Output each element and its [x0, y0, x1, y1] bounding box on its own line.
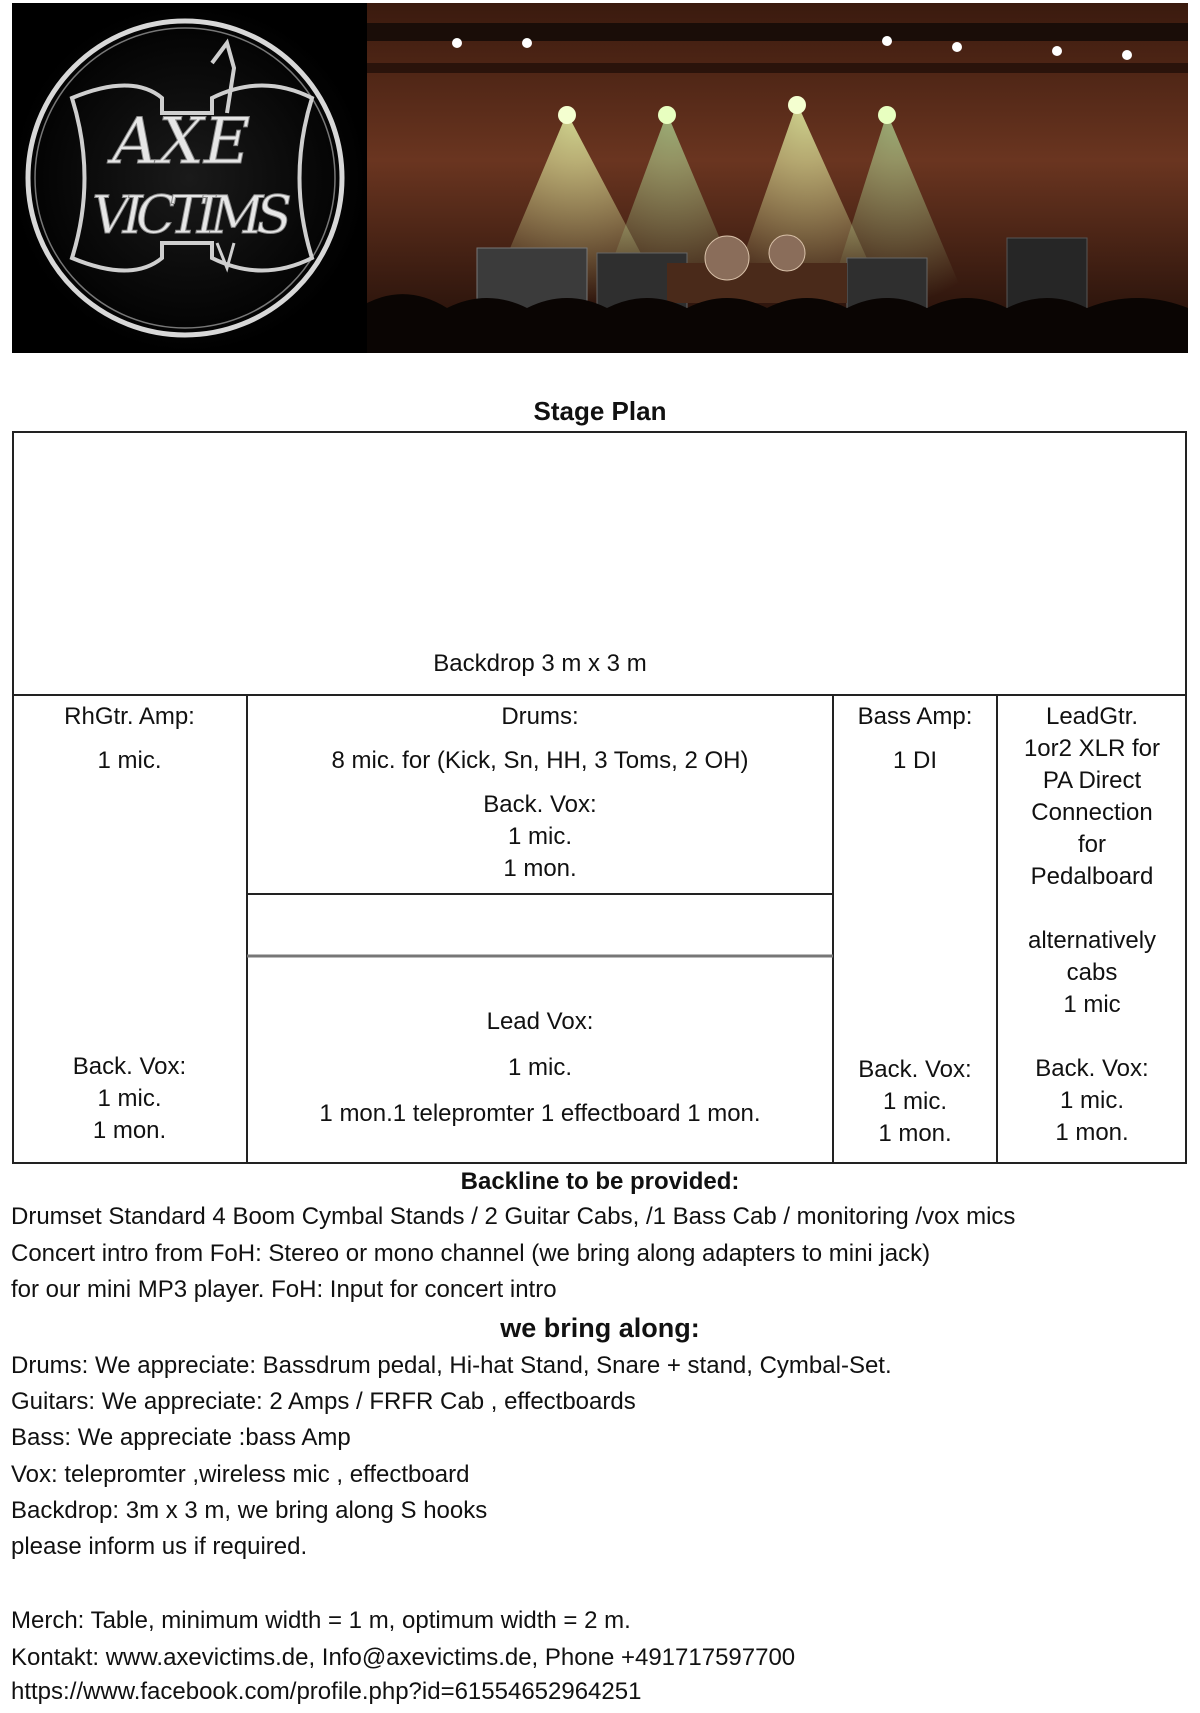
lead-vox-cell [247, 1006, 833, 1130]
bass-heading: Bass Amp: [857, 703, 973, 730]
bring-along-line: Vox: telepromter ,wireless mic , effectboard [11, 1461, 470, 1488]
band-logo [12, 3, 367, 353]
rhythm-guitar-backvox-cell [12, 1051, 247, 1147]
stage-plan-title: Stage Plan [533, 396, 667, 426]
header-banner [12, 3, 1188, 353]
drums-mics: 8 mic. for (Kick, Sn, HH, 3 Toms, 2 OH) [331, 747, 749, 774]
rhythm-guitar-cell [12, 701, 247, 777]
facebook-link[interactable]: https://www.facebook.com/profile.php?id=61554652964251 [11, 1678, 642, 1705]
backdrop-label: Backdrop 3 m x 3 m [433, 650, 647, 677]
merch-info: Merch: Table, minimum width = 1 m, optimum width = 2 m. [11, 1607, 631, 1634]
lead-guitar-line: LeadGtr. [1045, 703, 1139, 730]
backline-heading: Backline to be provided: [460, 1168, 740, 1195]
drums-backvox-mon: 1 mon. [503, 855, 577, 882]
backline-line: Drumset Standard 4 Boom Cymbal Stands / 2 Guitar Cabs, /1 Bass Cab / monitoring /vox mics [11, 1203, 1016, 1230]
rhythm-guitar-mic: 1 mic. [97, 747, 162, 774]
rhythm-guitar-backvox-heading: Back. Vox: [72, 1053, 187, 1080]
bass-cell [833, 701, 997, 777]
lead-vox-heading: Lead Vox: [486, 1008, 594, 1035]
backline-line: for our mini MP3 player. FoH: Input for concert intro [11, 1276, 557, 1303]
lead-vox-extras: 1 mon.1 telepromter 1 effectboard 1 mon. [319, 1100, 761, 1127]
lead-guitar-backvox-heading: Back. Vox: [1035, 1055, 1149, 1082]
bass-di: 1 DI [892, 747, 937, 774]
lead-guitar-cell [997, 701, 1187, 1021]
lead-guitar-backvox-cell [997, 1053, 1187, 1149]
lead-guitar-alt-line: cabs [1066, 959, 1118, 986]
stage-plan-table [12, 431, 1187, 1164]
bass-backvox-mic: 1 mic. [882, 1088, 947, 1115]
bass-backvox-heading: Back. Vox: [858, 1056, 972, 1083]
bass-backvox-mon: 1 mon. [878, 1120, 952, 1147]
lead-guitar-line: for [1077, 831, 1106, 858]
bring-along-line: Backdrop: 3m x 3 m, we bring along S hooks [11, 1497, 488, 1524]
drums-backvox-mic: 1 mic. [507, 823, 572, 850]
rhythm-guitar-backvox-mon: 1 mon. [92, 1117, 167, 1144]
stage-photo-image [367, 3, 1188, 353]
lead-guitar-backvox-mic: 1 mic. [1059, 1087, 1124, 1114]
drums-cell [247, 701, 833, 885]
rhythm-guitar-heading: RhGtr. Amp: [64, 703, 195, 730]
logo-text-top: AXE [112, 105, 251, 179]
lead-guitar-alt-line: 1 mic [1063, 991, 1121, 1018]
lead-guitar-backvox-mon: 1 mon. [1055, 1119, 1129, 1146]
lead-guitar-line: Connection [1031, 799, 1153, 826]
lead-guitar-line: Pedalboard [1030, 863, 1154, 890]
bring-along-line: please inform us if required. [11, 1533, 308, 1560]
lead-vox-mic: 1 mic. [507, 1054, 572, 1081]
bring-along-line: Drums: We appreciate: Bassdrum pedal, Hi-hat Stand, Snare + stand, Cymbal-Set. [11, 1352, 892, 1379]
bass-backvox-cell [833, 1054, 997, 1150]
bring-along-heading: we bring along: [500, 1313, 700, 1343]
rhythm-guitar-backvox-mic: 1 mic. [97, 1085, 162, 1112]
logo-emblem [12, 3, 367, 353]
drums-heading: Drums: [501, 703, 579, 730]
drums-backvox-heading: Back. Vox: [483, 791, 597, 818]
lead-guitar-line: PA Direct [1042, 767, 1142, 794]
concert-photo [367, 3, 1188, 353]
bring-along-line: Guitars: We appreciate: 2 Amps / FRFR Cab , effectboards [11, 1388, 636, 1415]
lead-guitar-line: 1or2 XLR for [1023, 735, 1161, 762]
contact-info: Kontakt: www.axevictims.de, Info@axevictims.de, Phone +491717597700 [11, 1644, 796, 1671]
bring-along-line: Bass: We appreciate :bass Amp [11, 1424, 351, 1451]
lead-guitar-alt-line: alternatively [1027, 927, 1157, 954]
logo-text-bottom: VICTIMS [92, 186, 292, 246]
backline-line: Concert intro from FoH: Stereo or mono channel (we bring along adapters to mini jack) [11, 1240, 931, 1267]
